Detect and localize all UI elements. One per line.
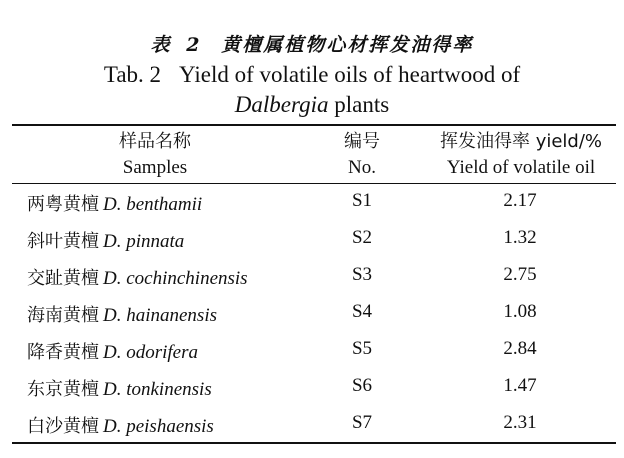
- sample-name-zh: 交趾黄檀: [27, 268, 99, 289]
- table-row: [0, 369, 624, 405]
- sample-name: [27, 190, 202, 216]
- table-row: [0, 184, 624, 220]
- table-bottom-rule: [12, 442, 616, 444]
- yield-value: 2.17: [503, 190, 537, 211]
- sample-name-latin: D. tonkinensis: [103, 379, 212, 400]
- header-number-zh: 编号: [344, 131, 380, 152]
- header-samples-zh: 样品名称: [119, 131, 191, 152]
- sample-name-latin: D. odorifera: [103, 342, 198, 363]
- table-caption-chinese: [0, 30, 624, 57]
- sample-name: [27, 338, 198, 364]
- sample-name-zh: 海南黄檀: [27, 305, 99, 326]
- sample-name: [27, 375, 212, 401]
- sample-number: S4: [351, 301, 373, 322]
- yield-value: 1.32: [503, 227, 537, 248]
- table-caption-english-line2: [0, 92, 624, 118]
- sample-name-zh: 斜叶黄檀: [27, 231, 99, 252]
- caption-en-title: Yield of volatile oils of heartwood of: [179, 62, 521, 87]
- header-samples-en: Samples: [122, 157, 188, 178]
- sample-number: S1: [351, 190, 373, 211]
- sample-number: S5: [351, 338, 373, 359]
- yield-value: 1.47: [503, 375, 537, 396]
- caption-en-title-end: plants: [328, 92, 390, 117]
- yield-value: 2.31: [503, 412, 537, 433]
- header-number-en: No.: [348, 157, 376, 178]
- sample-name-zh: 白沙黄檀: [27, 416, 99, 437]
- table-row: [0, 406, 624, 442]
- sample-name-latin: D. pinnata: [103, 231, 185, 252]
- table-top-rule: [12, 124, 616, 126]
- table-row: [0, 332, 624, 368]
- sample-name-zh: 降香黄檀: [27, 342, 99, 363]
- sample-name-latin: D. cochinchinensis: [103, 268, 248, 289]
- header-number: [322, 129, 402, 181]
- sample-name-latin: D. peishaensis: [103, 416, 214, 437]
- header-yield-en: Yield of volatile oil: [446, 157, 596, 178]
- caption-zh-number: 2: [186, 34, 202, 56]
- yield-value: 2.84: [503, 338, 537, 359]
- table-row: [0, 295, 624, 331]
- yield-value: 1.08: [503, 301, 537, 322]
- header-yield-zh: 挥发油得率 yield/%: [439, 131, 603, 152]
- yield-value: 2.75: [503, 264, 537, 285]
- header-yield: [418, 129, 624, 181]
- sample-name: [27, 301, 217, 327]
- caption-en-genus: Dalbergia: [234, 92, 329, 117]
- table-caption-english: [0, 62, 624, 88]
- table-row: [0, 221, 624, 257]
- sample-number: S3: [351, 264, 373, 285]
- sample-name: [27, 264, 248, 290]
- sample-name-zh: 两粤黄檀: [27, 194, 99, 215]
- sample-name: [27, 227, 184, 253]
- sample-name-latin: D. benthamii: [103, 194, 203, 215]
- sample-number: S6: [351, 375, 373, 396]
- sample-number: S7: [351, 412, 373, 433]
- header-samples: [60, 129, 250, 181]
- table-row: [0, 258, 624, 294]
- caption-zh-label: 表: [150, 34, 172, 56]
- caption-zh-title: 黄檀属植物心材挥发油得率: [221, 34, 474, 56]
- sample-name: [27, 412, 214, 438]
- sample-name-zh: 东京黄檀: [27, 379, 99, 400]
- sample-number: S2: [351, 227, 373, 248]
- sample-name-latin: D. hainanensis: [103, 305, 217, 326]
- caption-en-label: Tab. 2: [103, 62, 162, 87]
